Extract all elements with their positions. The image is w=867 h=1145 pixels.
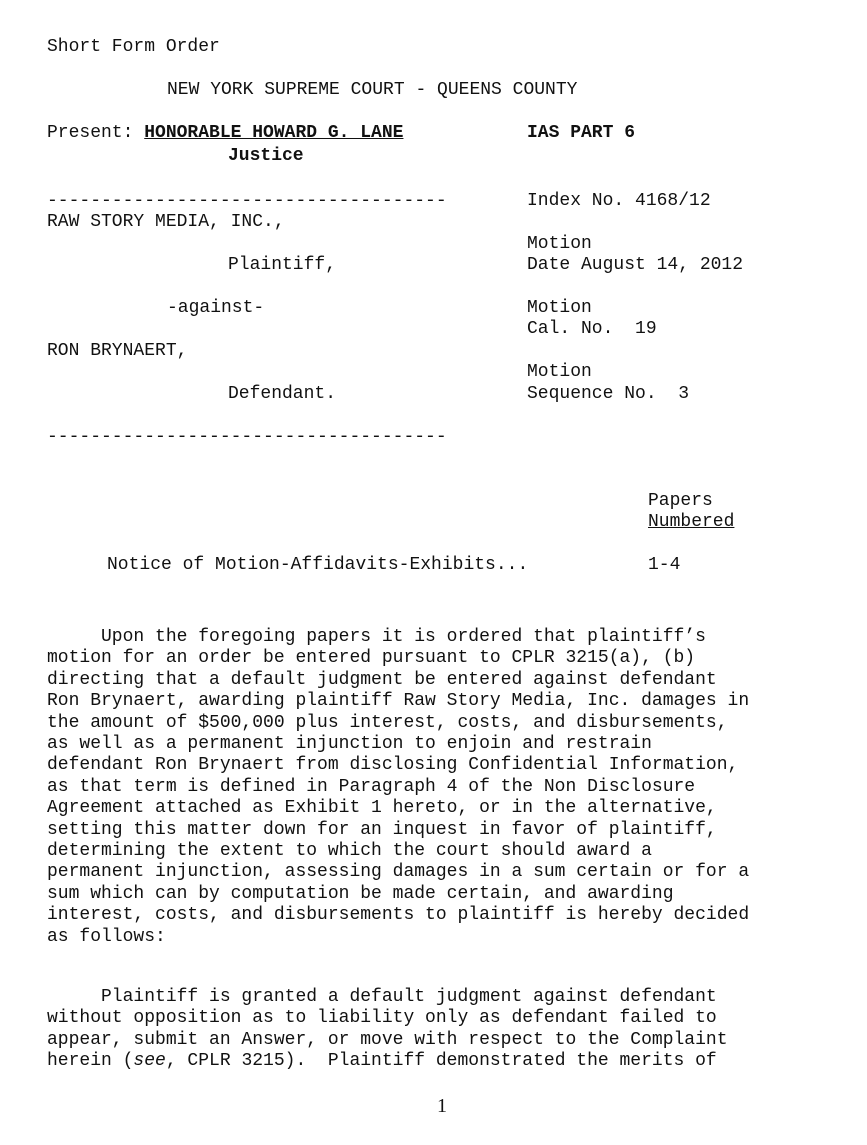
paragraph-line: determining the extent to which the court should award a <box>47 841 652 862</box>
index-number: Index No. 4168/12 <box>527 191 711 211</box>
order-paragraph-2 <box>47 987 728 1073</box>
court-name: NEW YORK SUPREME COURT - QUEENS COUNTY <box>167 80 578 100</box>
paragraph-line: Upon the foregoing papers it is ordered that plaintiff’s <box>47 627 706 647</box>
motion-cal-label: Motion <box>527 298 592 318</box>
plaintiff-name: RAW STORY MEDIA, INC., <box>47 212 285 232</box>
motion-date-value: Date August 14, 2012 <box>527 255 744 275</box>
present-line <box>47 123 403 144</box>
paragraph-line: motion for an order be entered pursuant to CPLR 3215(a), (b) <box>47 648 696 669</box>
paragraph-line: Agreement attached as Exhibit 1 hereto, or in the alternative, <box>47 798 717 819</box>
motion-seq-label: Motion <box>527 362 592 382</box>
papers-item-label: Notice of Motion-Affidavits-Exhibits... <box>107 555 529 575</box>
paragraph-line: Ron Brynaert, awarding plaintiff Raw Story Media, Inc. damages in <box>47 691 750 712</box>
paragraph-line: setting this matter down for an inquest in favor of plaintiff, <box>47 819 717 840</box>
motion-cal-value: Cal. No. 19 <box>527 319 657 339</box>
paragraph-line: Plaintiff is granted a default judgment against defendant <box>47 987 717 1007</box>
see-signal: see <box>133 1051 166 1072</box>
order-paragraph-1 <box>47 627 749 948</box>
caption-rule-top: ------------------------------------- <box>47 191 447 211</box>
numbered-heading: Numbered <box>648 512 735 532</box>
paragraph-line: as well as a permanent injunction to enjoin and restrain <box>47 734 652 755</box>
defendant-name: RON BRYNAERT, <box>47 341 188 361</box>
defendant-role: Defendant. <box>228 384 337 404</box>
paragraph-line: sum which can by computation be made certain, and awarding <box>47 883 674 904</box>
present-label: Present: <box>47 123 145 143</box>
line-text: , CPLR 3215). Plaintiff demonstrated the merits of <box>165 1051 717 1072</box>
paragraph-line: as that term is defined in Paragraph 4 of the Non Disclosure <box>47 776 696 797</box>
caption-rule-bottom: ------------------------------------- <box>47 427 447 447</box>
motion-date-label: Motion <box>527 234 592 254</box>
judge-title: Justice <box>228 146 304 166</box>
papers-item-number: 1-4 <box>648 555 681 575</box>
paragraph-line: permanent injunction, assessing damages in a sum certain or for a <box>47 862 750 883</box>
against-label: -against- <box>167 298 265 318</box>
form-type: Short Form Order <box>47 37 220 57</box>
paragraph-line: appear, submit an Answer, or move with respect to the Complaint <box>47 1029 728 1050</box>
paragraph-line: as follows: <box>47 926 166 947</box>
paragraph-line <box>47 1051 728 1072</box>
motion-seq-value: Sequence No. 3 <box>527 384 690 404</box>
line-text: herein ( <box>47 1051 134 1072</box>
papers-heading: Papers <box>648 491 713 511</box>
paragraph-line: directing that a default judgment be entered against defendant <box>47 669 717 690</box>
paragraph-line: defendant Ron Brynaert from disclosing Confidential Information, <box>47 755 739 776</box>
paragraph-line: the amount of $500,000 plus interest, costs, and disbursements, <box>47 712 728 733</box>
ias-part: IAS PART 6 <box>527 123 636 143</box>
paragraph-line: without opposition as to liability only as defendant failed to <box>47 1008 717 1029</box>
plaintiff-role: Plaintiff, <box>228 255 337 275</box>
page-number: 1 <box>437 1095 447 1117</box>
judge-name: HONORABLE HOWARD G. LANE <box>144 123 404 143</box>
paragraph-line: interest, costs, and disbursements to plaintiff is hereby decided <box>47 905 750 926</box>
